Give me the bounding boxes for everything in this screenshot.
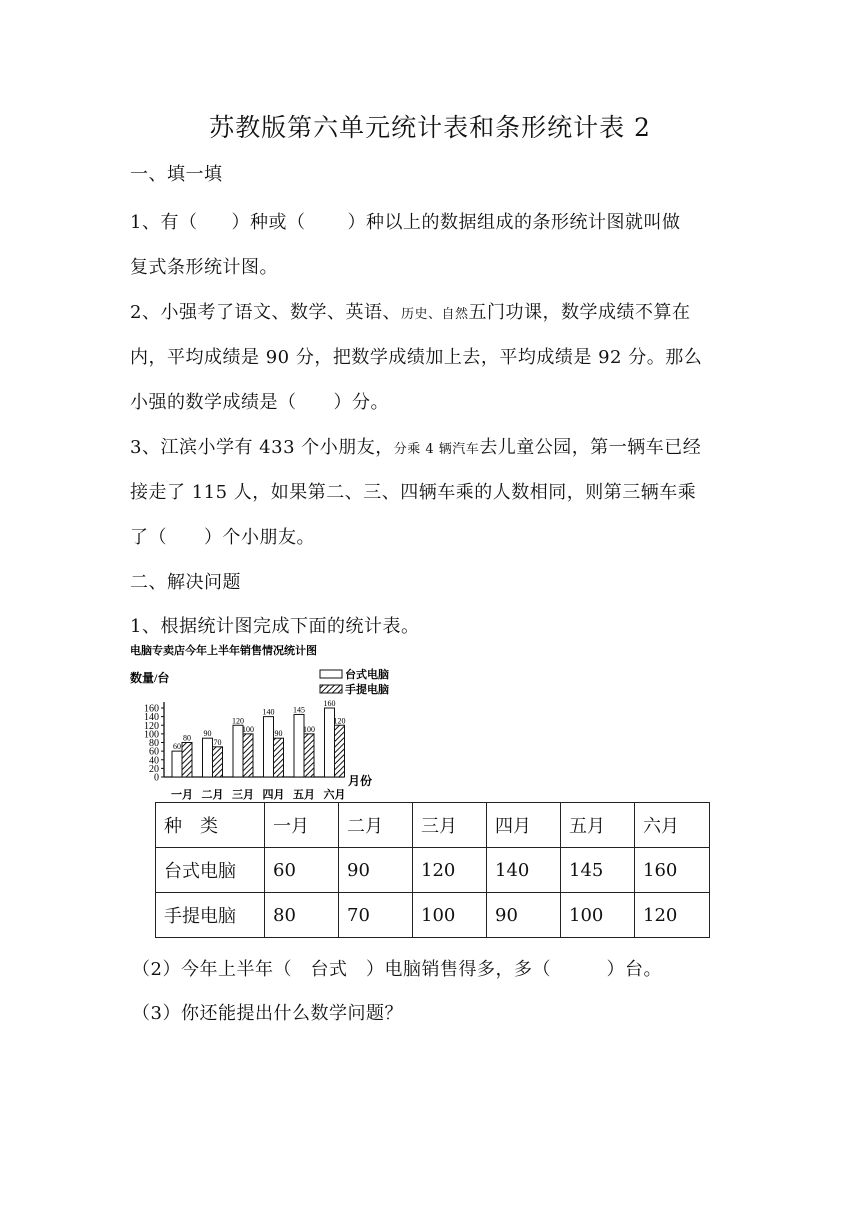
table-cell: 100 <box>561 893 635 938</box>
x-tick-label: 三月 <box>232 789 254 801</box>
data-label: 100 <box>242 724 254 734</box>
q1-prefix: 1、有（ <box>130 212 198 233</box>
y-tick-label: 60 <box>149 746 159 758</box>
q1-mid: ）种或（ <box>231 212 306 233</box>
question-1-line-2: 复式条形统计图。 <box>130 257 278 278</box>
question-2-line-2: 内，平均成绩是 90 分，把数学成绩加上去，平均成绩是 92 分。那么 <box>130 347 703 368</box>
question-2-subpart: （2）今年上半年（ 台式 ）电脑销售得多，多（ ）台。 <box>132 959 662 980</box>
legend-swatch <box>320 670 342 678</box>
table-header-cell: 六月 <box>635 803 710 848</box>
bar <box>182 743 192 778</box>
data-label: 100 <box>303 724 315 734</box>
table-row <box>156 848 710 893</box>
sales-table <box>155 802 710 938</box>
bar <box>294 714 304 777</box>
q1-suffix: ）种以上的数据组成的条形统计图就叫做 <box>347 212 681 233</box>
y-tick-label: 140 <box>144 712 159 724</box>
table-cell: 145 <box>561 848 635 893</box>
q3-a: 3、江滨小学有 433 个小朋友， <box>130 437 394 458</box>
data-label: 70 <box>213 737 222 747</box>
table-cell: 60 <box>265 848 339 893</box>
question-2-line-1 <box>130 298 690 324</box>
bar <box>243 734 253 777</box>
bar <box>335 725 345 777</box>
question-3-line-3: 了（ ）个小朋友。 <box>130 527 315 548</box>
bar <box>172 751 182 777</box>
y-tick-label: 20 <box>149 763 159 775</box>
y-tick-label: 40 <box>149 755 159 767</box>
table-cell: 90 <box>339 848 413 893</box>
y-tick-label: 100 <box>144 729 159 741</box>
table-header-cell: 一月 <box>265 803 339 848</box>
table-header-cell: 三月 <box>413 803 487 848</box>
q2-c: 五门功课，数学成绩不算在 <box>468 302 691 323</box>
table-cell: 100 <box>413 893 487 938</box>
section-solve-problems: 二、解决问题 <box>130 572 241 593</box>
data-label: 140 <box>262 707 275 717</box>
y-tick-label: 120 <box>144 720 159 732</box>
x-tick-label: 五月 <box>293 789 315 801</box>
table-cell: 台式电脑 <box>156 848 265 893</box>
table-cell: 70 <box>339 893 413 938</box>
sales-bar-chart <box>130 640 430 805</box>
bar <box>203 738 213 777</box>
y-tick-label: 0 <box>154 772 159 784</box>
data-label: 120 <box>232 716 244 726</box>
chart-legend <box>320 667 389 696</box>
x-tick-label: 二月 <box>201 789 224 801</box>
chart-title: 电脑专卖店今年上半年销售情况统计图 <box>130 645 317 657</box>
question-3-line-2: 接走了 115 人，如果第二、三、四辆车乘的人数相同，则第三辆车乘 <box>130 482 697 503</box>
x-tick-label: 四月 <box>262 789 285 801</box>
table-header-cell: 二月 <box>339 803 413 848</box>
bar <box>274 738 284 777</box>
table-row <box>156 893 710 938</box>
table-header-cell: 五月 <box>561 803 635 848</box>
q3-c: 去儿童公园，第一辆车已经 <box>479 437 702 458</box>
bar <box>264 717 274 777</box>
q2-b: 历史、自然 <box>400 307 469 322</box>
question-2-line-3: 小强的数学成绩是（ ）分。 <box>130 392 389 413</box>
table-cell: 80 <box>265 893 339 938</box>
question-1-line-1 <box>130 208 680 234</box>
table-header-cell: 种 类 <box>156 803 265 848</box>
legend-swatch <box>320 685 342 693</box>
data-label: 90 <box>274 729 283 739</box>
data-label: 60 <box>173 742 181 752</box>
question-3-subpart: （3）你还能提出什么数学问题？ <box>132 1003 403 1024</box>
y-tick-label: 80 <box>149 738 159 749</box>
x-axis-label: 月份 <box>348 774 373 788</box>
table-cell: 90 <box>487 893 561 938</box>
x-tick-label: 一月 <box>171 789 193 801</box>
y-axis-label: 数量/台 <box>130 671 170 685</box>
data-label: 90 <box>203 729 212 739</box>
chart-bars <box>171 699 346 801</box>
legend-label: 台式电脑 <box>345 669 389 681</box>
legend-label: 手提电脑 <box>345 684 389 696</box>
x-tick-label: 六月 <box>323 789 346 801</box>
table-header-cell: 四月 <box>487 803 561 848</box>
problem-1: 1、根据统计图完成下面的统计表。 <box>130 616 420 637</box>
table-cell: 手提电脑 <box>156 893 265 938</box>
y-tick-label: 160 <box>144 703 159 715</box>
table-cell: 140 <box>487 848 561 893</box>
question-3-line-1 <box>130 433 701 459</box>
data-label: 120 <box>333 716 346 726</box>
q2-a: 2、小强考了语文、数学、英语、 <box>130 302 401 323</box>
data-label: 145 <box>293 705 305 715</box>
bar <box>213 747 223 777</box>
bar <box>304 734 314 777</box>
page-title: 苏教版第六单元统计表和条形统计表 2 <box>209 113 651 142</box>
q3-b: 分乘 4 辆汽车 <box>393 442 480 457</box>
table-cell: 160 <box>635 848 710 893</box>
data-label: 160 <box>323 699 336 708</box>
table-cell: 120 <box>413 848 487 893</box>
table-cell: 120 <box>635 893 710 938</box>
table-header-row <box>156 803 710 848</box>
section-fill-blanks: 一、填一填 <box>130 164 223 185</box>
data-label: 80 <box>183 733 191 743</box>
